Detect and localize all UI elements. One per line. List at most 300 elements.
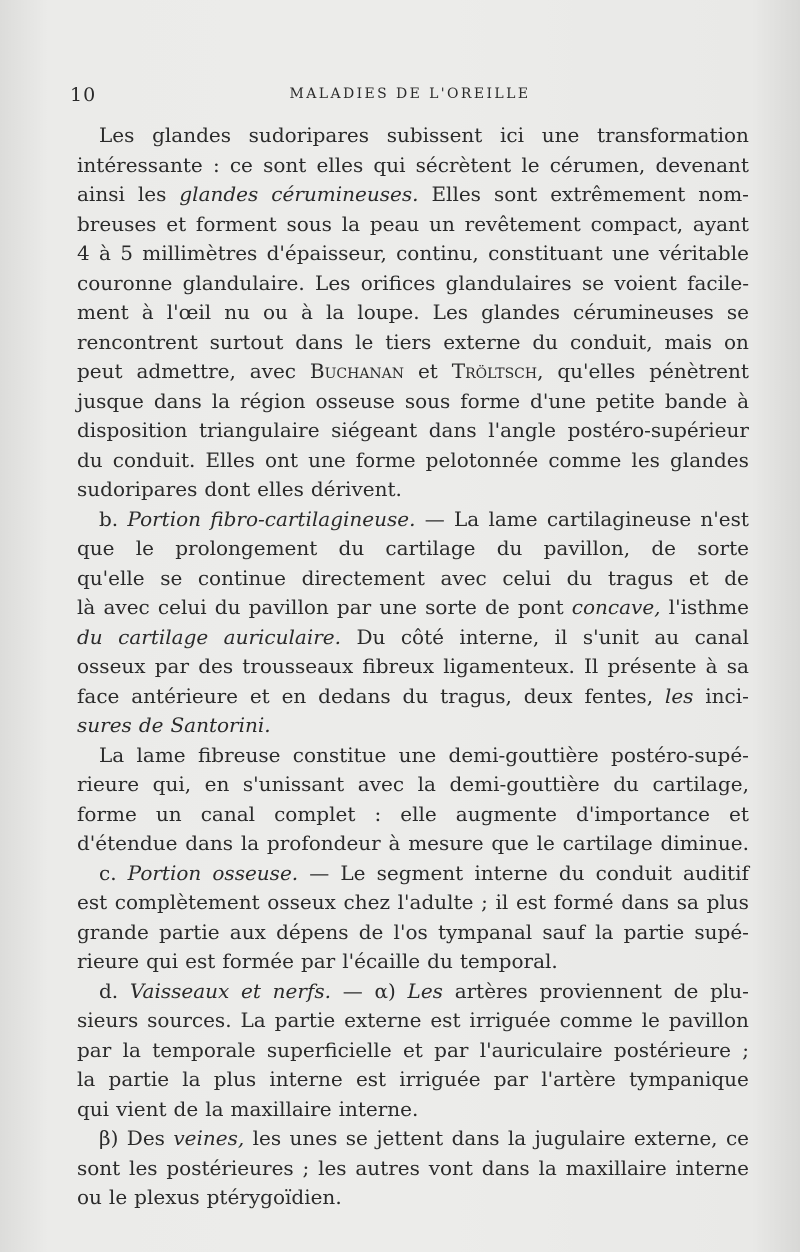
word: Portion xyxy=(127,506,202,531)
word: auriculaire. xyxy=(223,624,341,649)
word: 5 xyxy=(120,241,133,265)
word: lame xyxy=(136,742,186,767)
word: cérumineuses xyxy=(573,300,714,324)
word: fibreux xyxy=(362,654,435,678)
word: sont xyxy=(77,1155,121,1180)
text-line xyxy=(77,1183,749,1213)
word: maxillaire xyxy=(565,1155,667,1180)
word: la xyxy=(211,388,231,413)
word: trousseaux xyxy=(242,654,354,678)
word: sorte xyxy=(697,536,749,560)
word: plu- xyxy=(710,978,749,1003)
text-line xyxy=(77,121,749,151)
text-line xyxy=(77,711,749,741)
word: une xyxy=(611,241,650,265)
text-line xyxy=(77,593,749,623)
word: : xyxy=(374,801,382,826)
word: fibro-cartilagineuse. xyxy=(210,506,416,531)
word: de xyxy=(651,536,676,560)
word: et xyxy=(241,978,261,1003)
text-line xyxy=(77,416,749,446)
word: du xyxy=(402,683,429,708)
word: d'épaisseur, xyxy=(266,241,387,265)
word: et xyxy=(249,683,270,708)
word: continu, xyxy=(396,241,479,265)
word: concave, xyxy=(571,595,661,619)
word: la xyxy=(122,1037,141,1062)
word: tympanal xyxy=(437,919,533,944)
word: à xyxy=(705,654,718,678)
word: surtout xyxy=(209,329,284,354)
word: constituant xyxy=(488,241,603,265)
word: se xyxy=(726,300,749,324)
word: Les xyxy=(99,123,135,147)
word: millimètres xyxy=(142,241,258,265)
word: de xyxy=(724,565,749,590)
word: Portion xyxy=(127,860,202,885)
word: superficielle xyxy=(266,1037,392,1062)
word: à xyxy=(737,388,749,413)
word: ce xyxy=(725,1126,749,1150)
word: disposition xyxy=(77,418,188,442)
word: ont xyxy=(265,447,298,472)
word: loupe. xyxy=(357,300,420,324)
word: les xyxy=(129,1155,158,1180)
word: dérivent. xyxy=(310,477,402,501)
word: profondeur xyxy=(266,831,381,855)
word: Il xyxy=(583,654,599,678)
word: ici xyxy=(500,123,525,147)
word: le xyxy=(108,1185,128,1209)
word: le xyxy=(521,152,540,177)
word: interne xyxy=(474,860,548,885)
word: : xyxy=(212,152,220,177)
word: à xyxy=(99,241,111,265)
word: la xyxy=(240,831,260,855)
word: et xyxy=(402,1037,423,1062)
word: dans xyxy=(481,1155,530,1180)
word: ou xyxy=(77,1185,102,1209)
word: tragus, xyxy=(440,683,512,708)
word: on xyxy=(723,329,749,354)
word: supé- xyxy=(694,919,749,944)
word: du xyxy=(77,447,103,472)
word: Les xyxy=(407,978,443,1003)
word: du xyxy=(338,536,365,560)
word: petite xyxy=(595,388,655,413)
word: forment xyxy=(195,211,277,236)
word: irriguée xyxy=(399,1067,481,1091)
word: partie xyxy=(623,919,685,944)
word: pelotonnée xyxy=(425,447,539,472)
word: partie xyxy=(108,1067,170,1091)
word: grande xyxy=(77,919,149,944)
word: de xyxy=(485,595,510,619)
word: Elles xyxy=(205,447,255,472)
word: est xyxy=(77,890,108,914)
word: sieurs xyxy=(77,1008,139,1032)
word: glandes xyxy=(179,182,259,206)
word: conduit. xyxy=(112,447,196,472)
word: deux xyxy=(523,683,573,708)
text-line xyxy=(77,829,749,859)
word: osseuse xyxy=(315,388,395,413)
word: canal xyxy=(694,624,749,649)
word: les xyxy=(631,447,660,472)
word: temporal. xyxy=(459,949,558,973)
word: pont xyxy=(517,595,564,619)
word: d. xyxy=(99,978,119,1003)
text-line xyxy=(77,770,749,800)
word: La xyxy=(240,1008,266,1032)
word: côté xyxy=(400,624,444,649)
word: sous xyxy=(404,388,451,413)
page-header xyxy=(70,84,750,108)
word: compact, xyxy=(590,211,684,236)
word: l'écaille xyxy=(342,949,421,973)
word: du xyxy=(427,949,453,973)
text-line xyxy=(77,564,749,594)
page-number: 10 xyxy=(70,84,97,106)
word: glandes xyxy=(481,300,560,324)
word: tragus xyxy=(607,565,674,590)
word: est xyxy=(355,1067,387,1091)
running-title: MALADIES DE L'OREILLE xyxy=(289,86,531,102)
word: par xyxy=(300,949,336,973)
word: ; xyxy=(481,890,488,914)
word: qui xyxy=(373,152,406,177)
word: osseux xyxy=(77,654,146,678)
word: osseux xyxy=(267,890,336,914)
word: c. xyxy=(99,860,117,885)
text-line xyxy=(77,475,749,505)
text-line xyxy=(77,652,749,682)
word: pavillon xyxy=(668,1008,749,1032)
word: à xyxy=(388,831,401,855)
word: une xyxy=(541,123,580,147)
word: β) xyxy=(99,1126,119,1150)
word: face xyxy=(77,683,120,708)
word: La xyxy=(453,506,480,531)
text-line xyxy=(77,741,749,771)
word: la xyxy=(417,772,436,796)
word: rieure xyxy=(77,949,140,973)
word: dans xyxy=(451,1126,500,1150)
word: pavillon xyxy=(248,595,329,619)
word: nu xyxy=(224,300,250,324)
word: continue xyxy=(197,565,287,590)
text-line xyxy=(77,1006,749,1036)
word: elles xyxy=(257,477,304,501)
word: fibreuse xyxy=(197,742,281,767)
word: conduit, xyxy=(569,329,653,354)
word: forme xyxy=(77,801,137,826)
word: à xyxy=(300,300,313,324)
word: n'est xyxy=(700,506,749,531)
word: les xyxy=(137,182,167,206)
word: La xyxy=(99,742,125,767)
word: Du xyxy=(356,624,386,649)
word: du xyxy=(77,624,103,649)
word: postérieure xyxy=(613,1037,731,1062)
word: du xyxy=(566,565,593,590)
word: siégeant xyxy=(331,418,418,442)
word: peau xyxy=(369,211,420,236)
word: cartilage xyxy=(118,624,209,649)
word: veines, xyxy=(173,1126,245,1150)
word: plus xyxy=(213,1067,257,1091)
word: peut xyxy=(77,359,123,383)
word: ce xyxy=(229,152,253,177)
word: voient xyxy=(614,270,677,295)
word: le xyxy=(355,329,374,354)
word: sa xyxy=(726,654,749,678)
word: est xyxy=(430,1008,461,1032)
word: avec xyxy=(357,772,405,796)
text-line xyxy=(77,1154,749,1184)
word: en xyxy=(281,683,307,708)
word: l'œil xyxy=(166,300,212,324)
word: pavillon, xyxy=(543,536,631,560)
word: canal xyxy=(200,801,256,826)
word: revêtement xyxy=(464,211,581,236)
word: sudoripares xyxy=(77,477,198,501)
word: une xyxy=(379,595,417,619)
text-line xyxy=(77,682,749,712)
word: le xyxy=(536,831,555,855)
word: lame xyxy=(488,506,538,531)
word: sources. xyxy=(147,1008,232,1032)
word: véritable xyxy=(658,241,749,265)
word: dans xyxy=(185,831,234,855)
word: plexus xyxy=(134,1185,200,1209)
text-line xyxy=(77,534,749,564)
word: aux xyxy=(229,919,266,944)
word: forme xyxy=(460,388,521,413)
word: ment xyxy=(77,300,129,324)
word: du xyxy=(558,860,585,885)
word: la xyxy=(182,1067,201,1091)
word: postéro-supérieur xyxy=(567,418,749,442)
word: tiers xyxy=(385,329,432,354)
word: ptérygoïdien. xyxy=(206,1185,342,1209)
word: Tröltsch, xyxy=(451,359,544,383)
word: d'importance xyxy=(576,801,710,826)
word: d'une xyxy=(530,388,586,413)
word: jugulaire xyxy=(534,1126,626,1150)
word: en xyxy=(204,772,230,796)
word: formée xyxy=(222,949,294,973)
word: se xyxy=(160,565,183,590)
word: l'adulte xyxy=(397,890,474,914)
word: glandes xyxy=(152,123,231,147)
word: que xyxy=(491,831,529,855)
word: du xyxy=(613,772,639,796)
word: — xyxy=(309,860,330,885)
text-line xyxy=(77,1095,749,1125)
word: et xyxy=(417,359,438,383)
word: Elles xyxy=(431,182,481,206)
word: que xyxy=(77,536,115,560)
word: sauf xyxy=(542,919,585,944)
word: la xyxy=(77,1067,96,1091)
word: breuses xyxy=(77,211,157,236)
word: la xyxy=(507,1126,527,1150)
word: conduit xyxy=(595,860,672,885)
text-line xyxy=(77,623,749,653)
word: avec xyxy=(440,565,487,590)
word: la xyxy=(325,300,345,324)
word: Le xyxy=(340,860,366,885)
word: comme xyxy=(559,1008,633,1032)
word: l'os xyxy=(393,919,428,944)
word: qu'elle xyxy=(77,565,145,590)
word: de xyxy=(358,919,384,944)
word: postéro-supé- xyxy=(611,742,749,767)
word: rencontrent xyxy=(77,329,198,354)
word: partie xyxy=(274,1008,336,1032)
word: s'unit xyxy=(582,624,639,649)
text-line xyxy=(77,1124,749,1154)
word: la xyxy=(205,1096,224,1121)
word: une xyxy=(398,742,437,767)
word: l'angle xyxy=(488,418,556,442)
word: cartilage, xyxy=(652,772,749,796)
text-line xyxy=(77,505,749,535)
word: Les xyxy=(315,270,351,295)
word: le xyxy=(135,536,154,560)
word: dans xyxy=(428,418,477,442)
text-line xyxy=(77,947,749,977)
word: comme xyxy=(548,447,622,472)
word: cérumineuses. xyxy=(271,182,419,206)
word: nom- xyxy=(698,182,749,206)
word: et xyxy=(166,211,187,236)
word: sécrètent xyxy=(415,152,512,177)
word: du xyxy=(496,536,523,560)
word: par xyxy=(434,1037,469,1062)
word: les xyxy=(318,1155,347,1180)
word: un xyxy=(155,801,182,826)
word: elles xyxy=(316,152,364,177)
word: constitue xyxy=(292,742,387,767)
word: glandulaire. xyxy=(182,270,305,295)
word: Santorini. xyxy=(170,713,271,737)
word: sa xyxy=(676,890,699,914)
word: région xyxy=(239,388,306,413)
word: forme xyxy=(355,447,416,472)
text-line xyxy=(77,918,749,948)
word: temporale xyxy=(152,1037,256,1062)
word: jettent xyxy=(376,1126,444,1150)
word: inci- xyxy=(705,683,749,708)
word: jusque xyxy=(77,388,144,413)
word: celui xyxy=(502,565,552,590)
word: glandes xyxy=(670,447,749,472)
word: Des xyxy=(126,1126,165,1150)
word: — xyxy=(342,978,363,1003)
word: la xyxy=(341,211,361,236)
word: de xyxy=(138,713,164,737)
word: mesure xyxy=(408,831,484,855)
word: extrêmement xyxy=(550,182,686,206)
word: sures xyxy=(77,713,132,737)
word: les xyxy=(664,683,694,708)
word: à xyxy=(141,300,154,324)
word: glandulaires xyxy=(445,270,572,295)
word: irriguée xyxy=(469,1008,551,1032)
word: dedans xyxy=(318,683,391,708)
word: couronne xyxy=(77,270,173,295)
word: intéressante xyxy=(77,152,203,177)
text-line xyxy=(77,239,749,269)
word: sont xyxy=(493,182,538,206)
word: complet xyxy=(274,801,356,826)
word: s'unissant xyxy=(242,772,345,796)
body-text xyxy=(77,121,749,1213)
word: une xyxy=(308,447,346,472)
word: qui xyxy=(146,949,179,973)
word: chez xyxy=(343,890,390,914)
word: ou xyxy=(263,300,288,324)
text-line xyxy=(77,269,749,299)
word: 4 xyxy=(77,241,90,265)
word: postérieures xyxy=(166,1155,294,1180)
word: cartilagineuse xyxy=(546,506,692,531)
word: avec xyxy=(249,359,296,383)
word: par xyxy=(336,595,372,619)
word: là xyxy=(77,595,96,619)
word: sudoripares xyxy=(248,123,370,147)
word: qui xyxy=(77,1096,110,1121)
text-line xyxy=(77,298,749,328)
word: dans xyxy=(295,329,344,354)
text-line xyxy=(77,387,749,417)
word: de xyxy=(173,1096,199,1121)
word: externe xyxy=(443,329,521,354)
word: admettre, xyxy=(136,359,236,383)
word: devenant xyxy=(655,152,749,177)
word: segment xyxy=(376,860,464,885)
word: complètement xyxy=(114,890,260,914)
word: et xyxy=(688,565,709,590)
word: avec xyxy=(103,595,150,619)
word: sorte xyxy=(425,595,477,619)
word: plus xyxy=(706,890,749,914)
word: rieure xyxy=(77,772,140,796)
word: artères xyxy=(454,978,528,1003)
word: α) xyxy=(374,978,396,1003)
word: autres xyxy=(355,1155,420,1180)
word: se xyxy=(345,1126,368,1150)
text-line xyxy=(77,180,749,210)
word: nerfs. xyxy=(272,978,331,1003)
word: antérieure xyxy=(131,683,238,708)
word: subissent xyxy=(386,123,483,147)
word: interne xyxy=(675,1155,749,1180)
word: l'isthme xyxy=(668,595,749,619)
word: orifices xyxy=(360,270,436,295)
word: dépens xyxy=(276,919,349,944)
word: est xyxy=(515,890,547,914)
word: osseuse. xyxy=(212,860,299,885)
text-line xyxy=(77,1065,749,1095)
word: proviennent xyxy=(539,978,662,1003)
text-line xyxy=(77,1036,749,1066)
word: le xyxy=(641,1008,660,1032)
word: dont xyxy=(204,477,251,501)
text-line xyxy=(77,210,749,240)
